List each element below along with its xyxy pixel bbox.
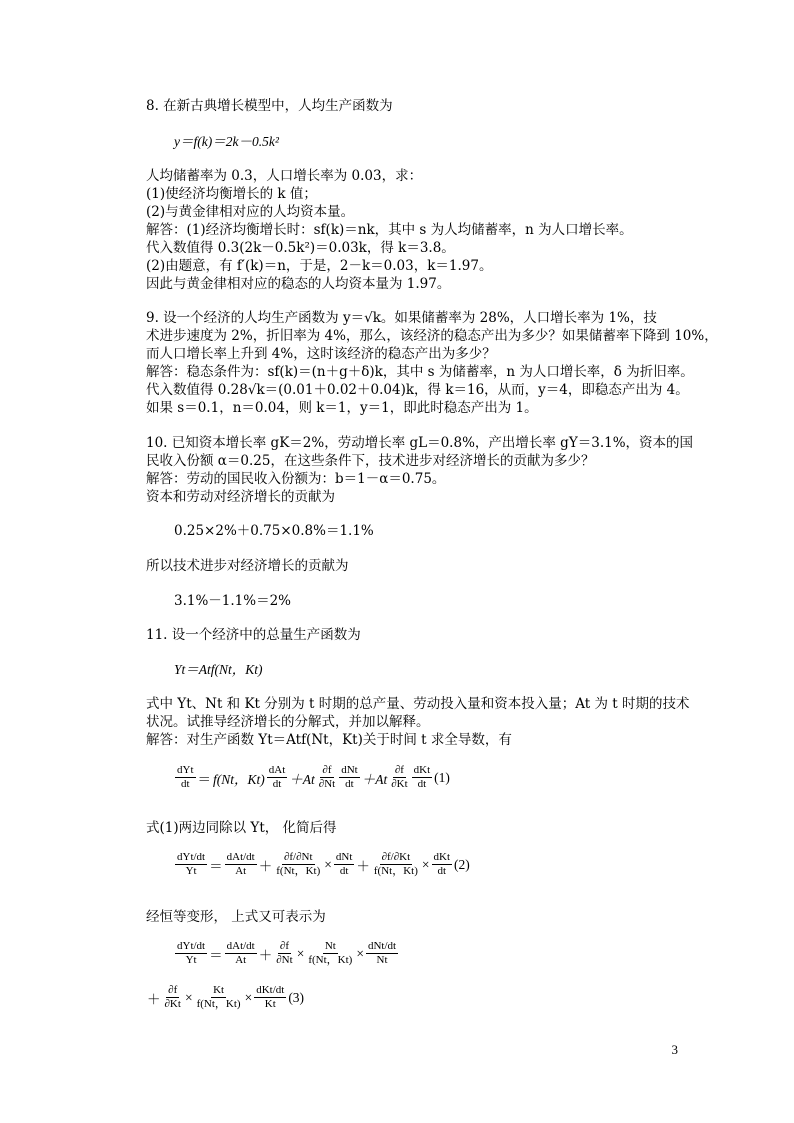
fraction: $\frac{\partial f}{\partial Nt}$ bbox=[276, 940, 293, 966]
fraction: $\frac{\text{dNt}}{dt}$ bbox=[341, 764, 358, 790]
q8-equation: y＝f(k)＝2k－0.5k² bbox=[174, 134, 279, 149]
q11-line-4: 式(1)两边同除以 Yt， 化简后得 bbox=[146, 820, 337, 836]
q9-line-5: 代入数值得 0.28√k＝(0.01＋0.02＋0.04)k，得 k＝16，从而，y＝4，即稳态产出为 4。 bbox=[146, 382, 689, 398]
q8-title: 8. 在新古典增长模型中，人均生产函数为 bbox=[146, 98, 393, 114]
q9-line-6: 如果 s＝0.1，n＝0.04，则 k＝1，y＝1，即此时稳态产出为 1。 bbox=[146, 400, 538, 416]
q10-line-4: 资本和劳动对经济增长的贡献为 bbox=[146, 489, 335, 505]
equation-1: $\frac{\text{dYt}}{dt}$ ＝ f(Nt，Kt) $\frac{\text{dAt}}{dt}$ ＋At $\frac{\partial f}{\partial Nt}$ $\frac{\text{dNt}}{dt}$ ＋At $\frac{\partial f}{\partial Kt}$ $\frac{\text{dKt}}{dt}$ (1) bbox=[177, 764, 450, 790]
fraction: $\frac{\partial f}{\partial Kt}$ bbox=[391, 764, 408, 790]
q11-title: 11. 设一个经济中的总量生产函数为 bbox=[146, 627, 361, 643]
q8-line-6: (2)由题意，有 f′(k)＝n，于是，2－k＝0.03，k＝1.97。 bbox=[146, 258, 493, 274]
q9-line-2: 术进步速度为 2%，折旧率为 4%，那么，该经济的稳态产出为多少？如果储蓄率下降到 10%， bbox=[146, 328, 718, 344]
fraction: $\frac{\text{dKt}}{dt}$ bbox=[433, 851, 450, 877]
q11-line-2: 状况。试推导经济增长的分解式，并加以解释。 bbox=[146, 714, 430, 730]
q9-line-4: 解答：稳态条件为：sf(k)＝(n＋g＋δ)k，其中 s 为储蓄率，n 为人口增长率，δ 为折旧率。 bbox=[146, 364, 694, 380]
fraction: $\frac{\partial f}{\partial Nt}$ bbox=[318, 764, 336, 790]
page-number: 3 bbox=[671, 1042, 678, 1057]
fraction: $\frac{\partial f/\partial Nt}{f(Nt,Kt)}$ bbox=[276, 851, 321, 877]
q10-equation-1: 0.25×2%＋0.75×0.8%＝1.1% bbox=[174, 523, 374, 539]
fraction: $\frac{\text{dAt}}{dt}$ bbox=[268, 764, 286, 790]
q8-line-7: 因此与黄金律相对应的稳态的人均资本量为 1.97。 bbox=[146, 276, 451, 292]
equation-3-part-1: $\frac{\text{dYt/dt}}{Yt}$ ＝ $\frac{\text{dAt/dt}}{At}$ ＋ $\frac{\partial f}{\partial Nt}$ × $\frac{Nt}{f(Nt,Kt)}$ × $\frac{\text{dNt/dt}}{Nt}$ bbox=[177, 940, 397, 966]
q11-line-3: 解答：对生产函数 Yt＝Atf(Nt，Kt)关于时间 t 求全导数，有 bbox=[146, 732, 512, 748]
q10-line-5: 所以技术进步对经济增长的贡献为 bbox=[146, 558, 349, 574]
fraction: $\frac{\partial f}{\partial Kt}$ bbox=[164, 984, 181, 1010]
fraction: $\frac{Nt}{f(Nt,Kt)}$ bbox=[308, 940, 353, 966]
q11-equation: Yt＝Atf(Nt，Kt) bbox=[174, 662, 263, 677]
fraction: $\frac{\text{dYt/dt}}{Yt}$ bbox=[177, 940, 206, 966]
q11-line-5: 经恒等变形， 上式又可表示为 bbox=[146, 909, 326, 925]
q9-line-3: 而人口增长率上升到 4%，这时该经济的稳态产出为多少？ bbox=[146, 346, 496, 362]
fraction: $\frac{\text{dYt}}{dt}$ bbox=[177, 764, 194, 790]
equation-3-part-2: ＋ $\frac{\partial f}{\partial Kt}$ × $\frac{Kt}{f(Nt,Kt)}$ × $\frac{\text{dKt/dt}}{Kt}$ (3) bbox=[147, 984, 305, 1010]
q10-line-1: 10. 已知资本增长率 gK＝2%，劳动增长率 gL＝0.8%，产出增长率 gY＝3.1%，资本的国 bbox=[146, 435, 694, 451]
q8-line-1: 人均储蓄率为 0.3，人口增长率为 0.03，求： bbox=[146, 168, 423, 184]
fraction: $\frac{\text{dKt/dt}}{Kt}$ bbox=[256, 984, 285, 1010]
q11-line-1: 式中 Yt、Nt 和 Kt 分别为 t 时期的总产量、劳动投入量和资本投入量；At 为 t 时期的技术 bbox=[146, 696, 690, 712]
q8-line-5: 代入数值得 0.3(2k－0.5k²)＝0.03k，得 k＝3.8。 bbox=[146, 240, 455, 256]
fraction: $\frac{\text{dAt/dt}}{At}$ bbox=[226, 940, 255, 966]
equation-2: $\frac{\text{dYt/dt}}{Yt}$ ＝ $\frac{\text{dAt/dt}}{At}$ ＋ $\frac{\partial f/\partial Nt}{f(Nt,Kt)}$ × $\frac{\text{dNt}}{dt}$ ＋ $\frac{\partial f/\partial Kt}{f(Nt,Kt)}$ × $\frac{\text{dKt}}{dt}$ (2) bbox=[177, 851, 470, 877]
q8-line-4: 解答：(1)经济均衡增长时：sf(k)＝nk，其中 s 为人均储蓄率，n 为人口增长率。 bbox=[146, 222, 633, 238]
q10-line-2: 民收入份额 α＝0.25，在这些条件下，技术进步对经济增长的贡献为多少？ bbox=[146, 453, 595, 469]
fraction: $\frac{\text{dNt/dt}}{Nt}$ bbox=[367, 940, 397, 966]
fraction: $\frac{\text{dYt/dt}}{Yt}$ bbox=[177, 851, 206, 877]
q10-line-3: 解答：劳动的国民收入份额为：b＝1－α＝0.75。 bbox=[146, 471, 446, 487]
fraction: $\frac{\text{dKt}}{dt}$ bbox=[413, 764, 431, 790]
fraction: $\frac{\partial f/\partial Kt}{f(Nt,Kt)}$ bbox=[373, 851, 418, 877]
q8-line-2: (1)使经济均衡增长的 k 值； bbox=[146, 186, 317, 202]
q10-equation-2: 3.1%－1.1%＝2% bbox=[174, 593, 292, 609]
q9-line-1: 9. 设一个经济的人均生产函数为 y＝√k。如果储蓄率为 28%，人口增长率为 1%，技 bbox=[146, 310, 657, 326]
fraction: $\frac{Kt}{f(Nt,Kt)}$ bbox=[196, 984, 241, 1010]
fraction: $\frac{\text{dNt}}{dt}$ bbox=[335, 851, 353, 877]
q8-line-3: (2)与黄金律相对应的人均资本量。 bbox=[146, 204, 355, 220]
fraction: $\frac{\text{dAt/dt}}{At}$ bbox=[226, 851, 255, 877]
